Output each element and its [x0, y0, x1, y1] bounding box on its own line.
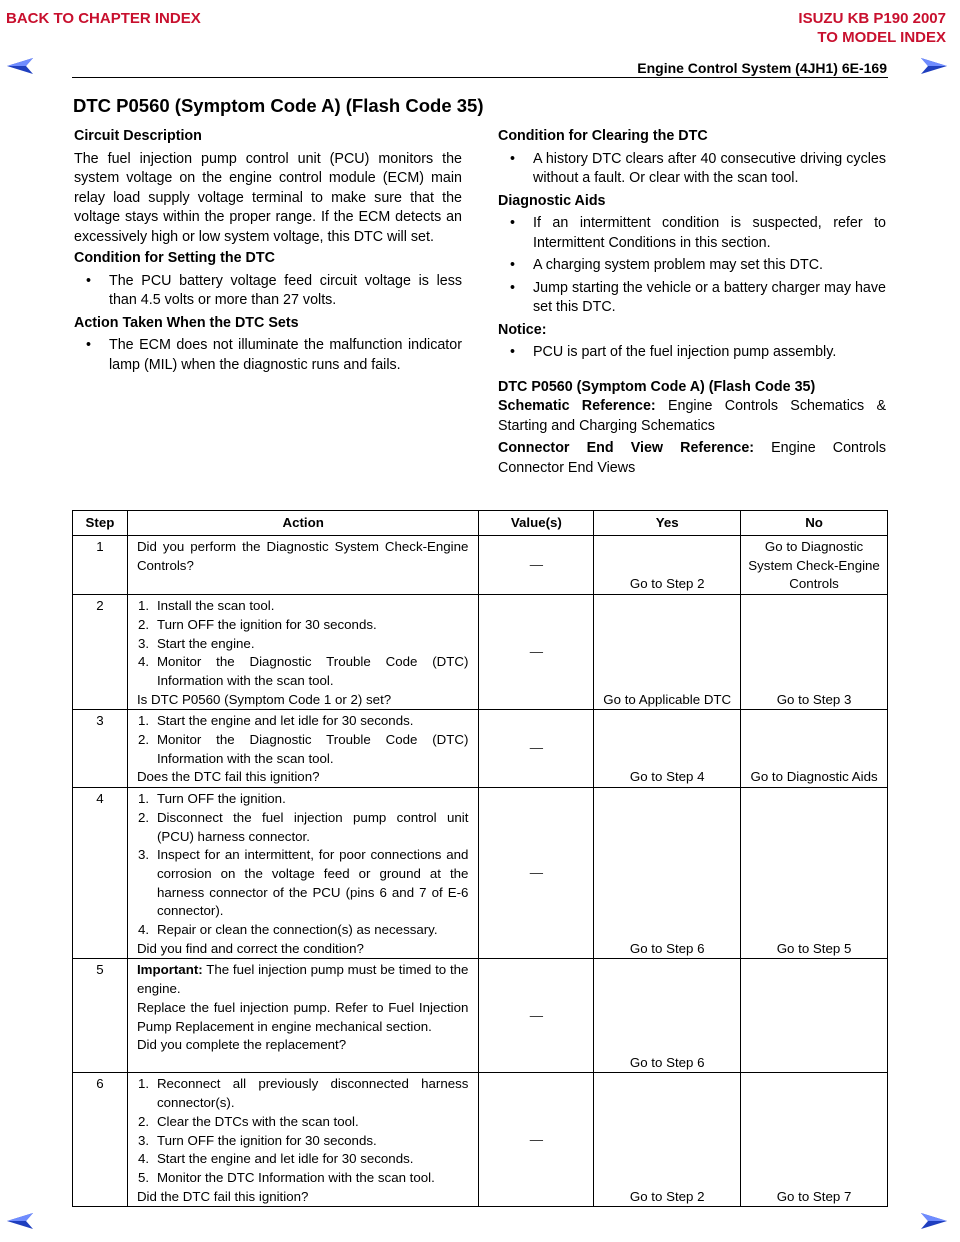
- step-value: —: [479, 710, 594, 788]
- list-item: • The ECM does not illuminate the malfunction indicator lamp (MIL) when the diagnostic runs and fails.: [74, 336, 462, 375]
- circuit-description-text: The fuel injection pump control unit (PCU) monitors the system voltage on the engine control module (ECM) main relay load supply voltage terminal to make sure that the voltage stays within the proper range. If the ECM detects an excessively high or low system voltage, this DTC will set.: [74, 150, 462, 245]
- step-question: Did you find and correct the condition?: [136, 940, 364, 956]
- step-instructions: [137, 1075, 469, 1187]
- step-number: 3: [73, 710, 128, 788]
- previous-page-left-arrow-icon[interactable]: [6, 57, 34, 75]
- document-title: DTC P0560 (Symptom Code A) (Flash Code 35): [73, 95, 484, 116]
- step-value: —: [479, 595, 594, 710]
- replace-instruction: Replace the fuel injection pump. Refer to Fuel Injection Pump Replacement in engine mechanical section.: [136, 999, 469, 1034]
- step-instructions: [137, 790, 469, 940]
- list-item: 2. Monitor the Diagnostic Trouble Code (DTC) Information with the scan tool.: [137, 732, 469, 766]
- notice-list: [498, 343, 886, 363]
- diagnostic-aids-heading: Diagnostic Aids: [498, 192, 606, 209]
- column-header-step: Step: [73, 511, 128, 536]
- to-model-index-link[interactable]: TO MODEL INDEX: [817, 29, 946, 46]
- step-question: Is DTC P0560 (Symptom Code 1 or 2) set?: [136, 691, 392, 707]
- list-item: 4. Monitor the Diagnostic Trouble Code (DTC) Information with the scan tool.: [137, 654, 469, 688]
- circuit-description-heading: Circuit Description: [74, 128, 202, 144]
- step-no-link[interactable]: Go to Step 7: [741, 1073, 888, 1207]
- column-header-action: Action: [127, 511, 479, 536]
- left-column: [74, 127, 462, 378]
- list-item: • A history DTC clears after 40 consecutive driving cycles without a fault. Or clear with the scan tool.: [498, 150, 886, 189]
- step-yes-link[interactable]: Go to Step 6: [594, 959, 741, 1073]
- step-value: —: [479, 788, 594, 959]
- step-instructions: [137, 712, 469, 768]
- action-taken-list: [74, 336, 462, 375]
- sub-title: DTC P0560 (Symptom Code A) (Flash Code 35): [498, 378, 816, 395]
- list-item: 4. Start the engine and let idle for 30 seconds.: [137, 1151, 414, 1167]
- step-action: [127, 710, 479, 788]
- action-taken-heading: Action Taken When the DTC Sets: [74, 314, 299, 331]
- list-item: • A charging system problem may set this DTC.: [498, 256, 886, 276]
- list-item: 5. Monitor the DTC Information with the scan tool.: [137, 1169, 435, 1185]
- next-page-bottom-right-arrow-icon[interactable]: [920, 1212, 948, 1230]
- step-no-link[interactable]: Go to Step 5: [741, 788, 888, 959]
- list-item: 3. Inspect for an intermittent, for poor connections and corrosion on the voltage feed or ground at the harness connector of the PCU (pins 6 and 7 of E-6 connector).: [137, 847, 469, 919]
- step-question: Did you complete the replacement?: [136, 1037, 347, 1053]
- back-to-chapter-index-link[interactable]: BACK TO CHAPTER INDEX: [6, 10, 201, 27]
- step-question: Did the DTC fail this ignition?: [136, 1188, 309, 1204]
- notice-heading: Notice:: [498, 321, 547, 338]
- list-item: 2. Turn OFF the ignition for 30 seconds.: [137, 616, 377, 632]
- connector-reference-text: Engine Controls Connector End Views: [498, 440, 886, 476]
- list-item: 1. Turn OFF the ignition.: [137, 791, 286, 807]
- step-no-link[interactable]: Go to Diagnostic System Check-Engine Controls: [741, 536, 888, 595]
- list-item: 1. Start the engine and let idle for 30 seconds.: [137, 713, 414, 729]
- list-item: 3. Start the engine.: [137, 635, 255, 651]
- step-instructions: [137, 597, 469, 691]
- list-item: 2. Clear the DTCs with the scan tool.: [137, 1113, 359, 1129]
- column-header-yes: Yes: [594, 511, 741, 536]
- important-label: Important:: [136, 962, 203, 978]
- list-item: 1. Reconnect all previously disconnected harness connector(s).: [137, 1076, 469, 1111]
- table-row: [73, 788, 888, 959]
- list-item: 3. Turn OFF the ignition for 30 seconds.: [137, 1132, 377, 1148]
- table-row: [73, 536, 888, 595]
- connector-reference-label: Connector End View Reference:: [498, 440, 755, 456]
- column-header-values: Value(s): [479, 511, 594, 536]
- column-header-no: No: [741, 511, 888, 536]
- step-action: [127, 959, 479, 1073]
- table-header-row: [73, 511, 888, 536]
- step-number: 2: [73, 595, 128, 710]
- step-no-link[interactable]: Go to Diagnostic Aids: [741, 710, 888, 788]
- step-no-link[interactable]: Go to Step 3: [741, 595, 888, 710]
- list-item: • The PCU battery voltage feed circuit voltage is less than 4.5 volts or more than 27 volts.: [74, 272, 462, 311]
- list-item: 2. Disconnect the fuel injection pump control unit (PCU) harness connector.: [137, 809, 469, 844]
- step-yes-link[interactable]: Go to Applicable DTC: [594, 595, 741, 710]
- setting-condition-heading: Condition for Setting the DTC: [74, 250, 275, 266]
- diagnostic-steps-table: [72, 510, 888, 1207]
- step-no-link: [741, 959, 888, 1073]
- step-number: 4: [73, 788, 128, 959]
- important-note: [137, 961, 469, 998]
- table-row: [73, 710, 888, 788]
- table-row: [73, 1073, 888, 1207]
- step-value: —: [479, 1073, 594, 1207]
- step-value: —: [479, 959, 594, 1073]
- step-yes-link[interactable]: Go to Step 2: [594, 536, 741, 595]
- next-page-right-arrow-icon[interactable]: [920, 57, 948, 75]
- clearing-condition-heading: Condition for Clearing the DTC: [498, 128, 708, 144]
- diagnostic-aids-list: [498, 214, 886, 318]
- model-title: ISUZU KB P190 2007: [798, 10, 946, 27]
- table-row: [73, 959, 888, 1073]
- step-number: 5: [73, 959, 128, 1073]
- table-row: [73, 595, 888, 710]
- step-yes-link[interactable]: Go to Step 6: [594, 788, 741, 959]
- important-text: The fuel injection pump must be timed to the engine.: [136, 962, 469, 997]
- setting-condition-list: [74, 272, 462, 311]
- schematic-reference: [498, 397, 886, 436]
- step-yes-link[interactable]: Go to Step 4: [594, 710, 741, 788]
- step-question: Did you perform the Diagnostic System Check-Engine Controls?: [136, 539, 469, 573]
- step-question: Does the DTC fail this ignition?: [136, 769, 320, 785]
- list-item: • If an intermittent condition is suspected, refer to Intermittent Conditions in this section.: [498, 214, 886, 253]
- step-action: [127, 536, 479, 595]
- header-divider: [72, 77, 888, 78]
- schematic-reference-text: Engine Controls Schematics & Starting and Charging Schematics: [498, 398, 886, 434]
- step-number: 6: [73, 1073, 128, 1207]
- step-value: —: [479, 536, 594, 595]
- step-yes-link[interactable]: Go to Step 2: [594, 1073, 741, 1207]
- step-action: [127, 595, 479, 710]
- page-header: Engine Control System (4JH1) 6E-169: [637, 60, 887, 76]
- right-column: [498, 127, 886, 480]
- step-action: [127, 1073, 479, 1207]
- list-item: • PCU is part of the fuel injection pump assembly.: [498, 343, 886, 363]
- list-item: 4. Repair or clean the connection(s) as necessary.: [137, 922, 438, 938]
- step-action: [127, 788, 479, 959]
- clearing-condition-list: [498, 150, 886, 189]
- list-item: 1. Install the scan tool.: [137, 598, 275, 614]
- previous-page-bottom-left-arrow-icon[interactable]: [6, 1212, 34, 1230]
- connector-reference: [498, 439, 886, 478]
- step-number: 1: [73, 536, 128, 595]
- schematic-reference-label: Schematic Reference:: [498, 398, 656, 414]
- list-item: • Jump starting the vehicle or a battery charger may have set this DTC.: [498, 279, 886, 318]
